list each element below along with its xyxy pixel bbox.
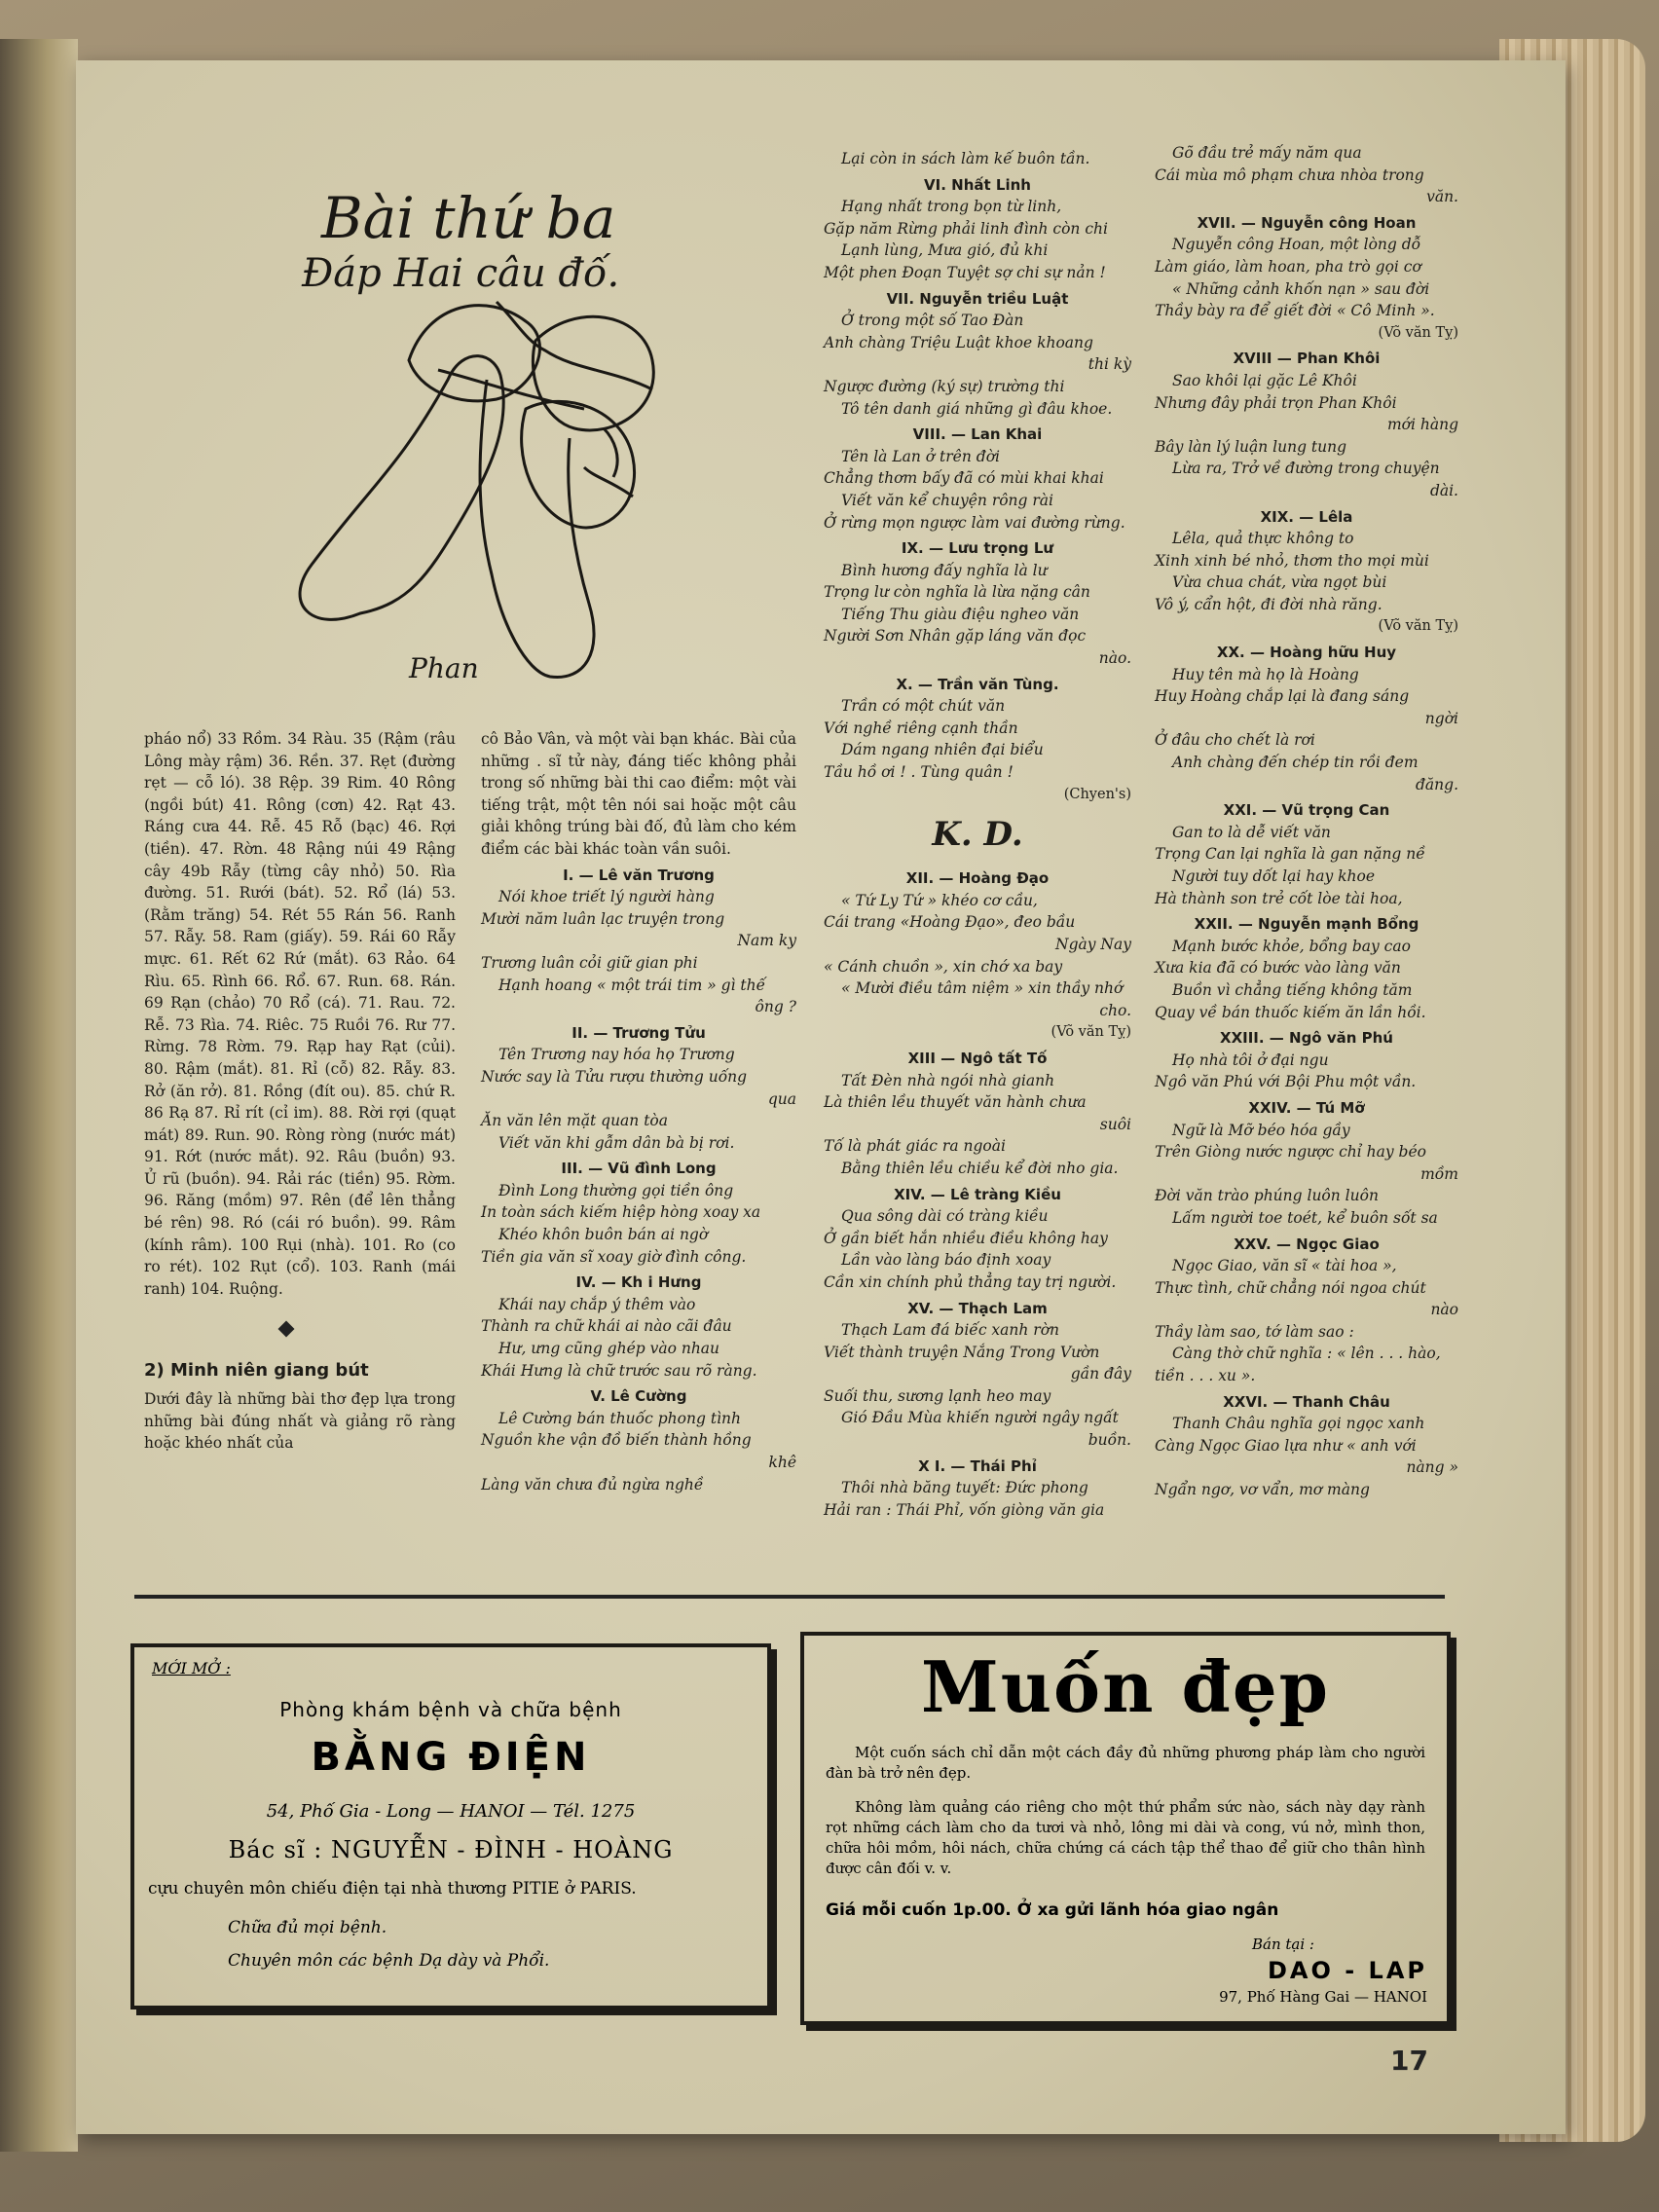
poem-heading: XXI. — Vũ trọng Can — [1223, 801, 1390, 820]
section-text: Dưới đây là những bài thơ đẹp lựa trong những bài đúng nhất và giảng rõ ràng hoặc khéo nhất của — [144, 1390, 456, 1453]
poems-group — [1155, 142, 1458, 1501]
poems-group-b — [824, 867, 1131, 1521]
poem-block — [824, 1048, 1131, 1180]
poem-line: Cái mùa mô phạm chưa nhòa trong — [1155, 166, 1424, 184]
poem-heading: XII. — Hoàng Đạo — [905, 869, 1050, 888]
poem-block — [824, 174, 1131, 284]
poem-line: Vừa chua chát, vừa ngọt bùi — [1172, 573, 1387, 592]
poem-line: Nói khoe triết lý người hàng — [498, 888, 715, 906]
column-3 — [824, 148, 1131, 1521]
poem-heading: V. Lê Cường — [590, 1387, 687, 1406]
ad-seller: DAO - LAP — [1267, 1957, 1427, 1984]
ad-line-l1: Chữa đủ mọi bệnh. — [228, 1918, 387, 1937]
poem-line: Lê Cường bán thuốc phong tình — [498, 1409, 741, 1427]
poem-line: Ngô văn Phú với Bội Phu một vần. — [1155, 1073, 1417, 1091]
poem-line: Anh chàng Triệu Luật khoe khoang — [824, 333, 1093, 351]
book-spine — [0, 39, 78, 2152]
poem-heading: XXIV. — Tú Mỡ — [1248, 1098, 1365, 1117]
poem-line: Thạch Lam đá biếc xanh rờn — [841, 1321, 1060, 1340]
ad-line-l2: Chuyên môn các bệnh Dạ dày và Phổi. — [228, 1951, 550, 1971]
poem-block — [481, 1272, 796, 1382]
poem-line: Sao khôi lại gặc Lê Khôi — [1172, 371, 1357, 389]
poem-line: nào — [1430, 1301, 1458, 1319]
poem-line: Vô ý, cẩn hột, đi đời nhà răng. — [1155, 595, 1382, 613]
poem-heading: XV. — Thạch Lam — [907, 1299, 1048, 1317]
answers-list: pháo nổ) 33 Rồm. 34 Ràu. 35 (Rậm (râu Lông mày rậm) 36. Rền. 37. Rẹt (đường rẹt — cỗ ló). 38 Rệp. 39 Rim. 40 Rông (ngồi bút) 41. Rông (cơn) 42. Rạt 43. Ráng cưa 44. Rễ. 45 Rỗ (bạc) 46. Rợi (tiền). 47. Rờn. 48 Rậng núi 49 Rậng cây 49b Rẫy (từng cây nhỏ) 50. Rìa đường. 51. Rưới (bát). 52. Rổ (lá) 53. (Rằm trăng) 54. Rét 55 Rán 56. Ranh 57. Rẫy. 58. Ram (giấy). 59. Rái 60 Rẫy mực. 61. Rết 62 Rứ (mắt). 63 Rảo. 64 Rìu. 65. Rình 66. Rổ. 67. Run. 68. Rán. 69 Rạn (chảo) 70 Rổ (cá). 71. Rau. 72. Rễ. 73 Rìa. 74. Riêc. 75 Ruồi 76. Rư 77. Rừng. 78 Rờm. 79. Rạp hay Rạt (củi). 80. Rậm (mắt). 81. Rỉ (cỗ) 82. Rẫy. 83. Rở (ăn rở). 81. Rồng (đít ou). 85. chứ R. 86 Rạ 87. Rỉ rít (cỉ im). 88. Rời rợi (quạt mát) 89. Run. 90. Ròng ròng (nước mát) 91. Rớt (nước mắt). 92. Râu (buồn) 93. Ủ rũ (buồn). 94. Rải rác (tiền) 95. Rờm. 96. Răng (mồm) 97. Rên (để lên thẳng bé rên) 98. Ró (cái ró buồn). 99. Râm (kính râm). 100 Rụi (nhà). 101. Ro (co ro rét). 102 Rụt (cổ). 103. Ranh (mái ranh) 104. Ruộng. — [144, 730, 456, 1298]
poem-line: Ngẩn ngơ, vơ vẩn, mơ màng — [1155, 1481, 1370, 1499]
poem-line: Huy tên mà họ là Hoàng — [1172, 665, 1359, 683]
poem-line: Lần vào làng báo định xoay — [841, 1251, 1051, 1270]
poem-block — [824, 424, 1131, 534]
poem-line: dài. — [1429, 481, 1458, 499]
poem-line: Người Sơn Nhân gặp láng văn đọc — [824, 627, 1087, 645]
poem-block — [1155, 1234, 1458, 1387]
poem-block — [1155, 913, 1458, 1023]
ad-muon-dep — [800, 1632, 1451, 2025]
poem-heading: XIX. — Lêla — [1260, 507, 1353, 526]
poem-line: Cái trang «Hoàng Đạo», đeo bầu — [824, 913, 1076, 932]
poem-line: Trọng Can lại nghĩa là gan nặng nề — [1155, 845, 1425, 864]
poem-line: « Tứ Ly Tứ » khéo cơ cầu, — [841, 891, 1038, 909]
poem-line: Dám ngang nhiên đại biểu — [841, 741, 1044, 759]
ad-address: 54, Phố Gia - Long — HANOI — Tél. 1275 — [266, 1801, 636, 1822]
poem-line: Tô tên danh giá những gì đâu khoe. — [841, 399, 1113, 418]
poem-heading: XIII — Ngô tất Tố — [907, 1049, 1048, 1067]
poem-block — [481, 1385, 796, 1495]
poem-line: nàng » — [1406, 1458, 1458, 1477]
poem-line: mới hàng — [1386, 416, 1458, 434]
kd-signature: K. D. — [932, 815, 1023, 855]
poem-line: Buồn vì chẳng tiếng không tăm — [1172, 980, 1413, 999]
poem-line: Bình hương đấy nghĩa là lư — [841, 561, 1048, 579]
poem-block — [1155, 642, 1458, 795]
poem-heading: XVII. — Nguyễn công Hoan — [1197, 213, 1417, 232]
ad-title: Muốn đẹp — [921, 1645, 1330, 1728]
poem-line: Nguồn khe vận đồ biến thành hồng — [481, 1431, 752, 1450]
poem-line: ngời — [1424, 709, 1458, 727]
poem-block — [824, 288, 1131, 421]
ad-line1: Phòng khám bệnh và chữa bệnh — [279, 1698, 622, 1721]
poem-line: Đời văn trào phúng luôn luôn — [1155, 1187, 1379, 1205]
poem-line: Huy Hoàng chắp lại là đang sáng — [1155, 687, 1410, 706]
poem-block — [481, 865, 796, 1018]
poem-heading: X. — Trần văn Tùng. — [896, 675, 1059, 693]
poem-line: Gặp năm Rừng phải linh đình còn chi — [824, 219, 1108, 238]
poem-line: Trên Giòng nước ngược chỉ hay béo — [1155, 1143, 1426, 1161]
poem-line: Suối thu, sương lạnh heo may — [824, 1386, 1051, 1405]
horizontal-rule — [134, 1595, 1445, 1599]
poem-block — [824, 1184, 1131, 1294]
poem-attribution: (Võ văn Tỵ) — [1378, 618, 1458, 635]
illustration-signature: Phan — [409, 652, 479, 684]
poem-line: Là thiên lều thuyết văn hành chưa — [824, 1093, 1087, 1112]
poem-line: Lại còn in sách làm kế buôn tần. — [841, 150, 1090, 167]
poem-line: In toàn sách kiếm hiệp hòng xoay xa — [481, 1203, 761, 1222]
poem-line: Cần xin chính phủ thẳng tay trị người. — [824, 1272, 1117, 1291]
ad-paragraph-2: Không làm quảng cáo riêng cho một thứ phẩm sức nào, sách này dạy rành rọt những cách làm cho da tươi và nhỏ, lông mi dài và cong, vú nở, mình thon, chữa hôi mồm, hôi nách, chữa chứng cá cách tập thể thao để giữ cho thân hình được cân đối v. v. — [826, 1798, 1425, 1877]
squash-drawing — [292, 146, 711, 711]
poem-line: Khéo khôn buôn bán ai ngờ — [498, 1226, 709, 1244]
illustration — [292, 146, 711, 711]
poem-line: Hà thành son trẻ cốt lòe tài hoa, — [1155, 889, 1403, 907]
poem-line: Tên là Lan ở trên đời — [841, 447, 1000, 465]
page-number: 17 — [1390, 2045, 1428, 2077]
poem-heading: IX. — Lưu trọng Lư — [901, 539, 1054, 558]
poem-line: Ngược đường (ký sự) trường thi — [824, 377, 1065, 395]
poem-line: Tất Đèn nhà ngói nhà gianh — [841, 1071, 1055, 1089]
poem-line: Hải ran : Thái Phỉ, vốn giòng văn gia — [824, 1500, 1105, 1519]
poem-line: Làm giáo, làm hoan, pha trò gọi cơ — [1155, 257, 1421, 276]
ad-seller-address: 97, Phố Hàng Gai — HANOI — [1219, 1988, 1427, 2006]
poem-line: thi kỳ — [1088, 355, 1131, 374]
poem-line: Hạnh hoang « một trái tim » gì thế — [498, 976, 766, 994]
poem-block — [481, 1158, 796, 1268]
ad-price: Giá mỗi cuốn 1p.00. Ở xa gửi lãnh hóa giao ngân — [826, 1900, 1279, 1920]
poem-heading: III. — Vũ đình Long — [561, 1160, 717, 1178]
column-4 — [1155, 142, 1458, 1501]
poem-line: tiền . . . xu ». — [1155, 1367, 1256, 1385]
poem-line: Thanh Châu nghĩa gọi ngọc xanh — [1172, 1415, 1425, 1433]
poem-block — [1155, 348, 1458, 501]
poem-line: Ở rừng mọn ngược làm vai đường rừng. — [824, 513, 1125, 532]
poem-heading: VII. Nguyễn triều Luật — [886, 289, 1069, 308]
poem-attribution: (Chyen's) — [1063, 786, 1131, 802]
poem-line: Đình Long thường gọi tiền ông — [498, 1181, 734, 1199]
poem-line: Thôi nhà băng tuyết: Đức phong — [841, 1479, 1088, 1497]
poem-heading: IV. — Kh i Hưng — [575, 1273, 702, 1292]
poem-line: cho. — [1099, 1001, 1131, 1019]
ad-paragraph-1: Một cuốn sách chỉ dẫn một cách đầy đủ những phương pháp làm cho người đàn bà trở nên đẹp. — [826, 1744, 1425, 1782]
poem-line: suôi — [1099, 1115, 1131, 1133]
poem-line: Thực tình, chữ chẳng nói ngoa chút — [1155, 1278, 1426, 1297]
poem-block — [824, 1298, 1131, 1452]
poem-heading: XXII. — Nguyễn mạnh Bổng — [1194, 915, 1419, 934]
poem-line: Ngữ là Mỡ béo hóa gầy — [1172, 1121, 1350, 1139]
poem-heading: I. — Lê văn Trương — [563, 866, 715, 884]
column-2 — [481, 728, 796, 1495]
poems-group-a — [824, 148, 1131, 805]
poem-line: Trọng lư còn nghĩa là lừa nặng cân — [824, 583, 1090, 602]
poem-heading: XXV. — Ngọc Giao — [1234, 1235, 1380, 1253]
poem-block — [1155, 1027, 1458, 1093]
poem-block — [1155, 506, 1458, 639]
poem-line: Thầy làm sao, tớ làm sao : — [1155, 1322, 1354, 1341]
poem-line: Hạng nhất trong bọn từ linh, — [841, 198, 1062, 216]
column-1 — [144, 728, 456, 1455]
poem-line: Qua sông dài có tràng kiều — [841, 1207, 1049, 1226]
poem-line: ông ? — [755, 998, 796, 1016]
poem-line: nào. — [1098, 649, 1131, 668]
poem-line: Nam ky — [737, 932, 796, 950]
poem-line: Lừa ra, Trở về đường trong chuyện — [1172, 460, 1440, 478]
ad-sold-at: Bán tại : — [1252, 1936, 1314, 1953]
poem-line: Gan to là dễ viết văn — [1172, 823, 1331, 841]
poem-line: Một phen Đoạn Tuyệt sợ chi sự nản ! — [824, 263, 1106, 281]
poem-block — [824, 867, 1131, 1044]
poem-line: Càng Ngọc Giao lựa như « anh với — [1155, 1436, 1417, 1455]
poem-line: Với nghề riêng cạnh thần — [824, 719, 1018, 737]
poem-line: « Cánh chuồn », xin chớ xa bay — [824, 957, 1063, 976]
poem-line: Ngày Nay — [1055, 936, 1131, 953]
poem-line: Gõ đầu trẻ mấy năm qua — [1172, 144, 1362, 162]
poem-line: Xưa kia đã có bước vào làng văn — [1155, 959, 1401, 977]
section-title: 2) Minh niên giang bút — [144, 1360, 369, 1382]
ad-brand: BẰNG ĐIỆN — [311, 1735, 591, 1780]
poem-heading: VI. Nhất Linh — [924, 175, 1031, 194]
poem-block — [1155, 142, 1458, 208]
poem-line: Xinh xinh bé nhỏ, thơm tho mọi mùi — [1155, 551, 1429, 570]
poem-line: Nước say là Tửu rượu thường uống — [481, 1067, 748, 1086]
poem-line: Trương luân cỏi giữ gian phi — [481, 953, 698, 972]
poem-line: Quay về bán thuốc kiếm ăn lần hồi. — [1155, 1003, 1426, 1021]
poem-line: Hư, ưng cũng ghép vào nhau — [498, 1340, 720, 1358]
poem-line: Viết thành truyện Nắng Trong Vườn — [824, 1343, 1100, 1361]
poem-block — [1155, 1097, 1458, 1230]
poems-group — [481, 865, 796, 1496]
poem-heading: VIII. — Lan Khai — [912, 425, 1043, 444]
poem-line: gần đây — [1070, 1365, 1131, 1383]
poem-line: Ở trong một số Tao Đàn — [841, 312, 1024, 330]
poem-line: Viết văn khi gẫm dân bà bị rơi. — [498, 1133, 735, 1152]
poem-line: Thành ra chữ khái ai nào cãi đâu — [481, 1317, 732, 1336]
ad-bang-dien — [130, 1643, 771, 2009]
poem-line: Thầy bày ra để giết đời « Cô Minh ». — [1155, 302, 1435, 320]
poem-block — [824, 1456, 1131, 1522]
poem-line: Ăn văn lên mặt quan tòa — [481, 1112, 669, 1130]
poem-line: Họ nhà tôi ở đại ngu — [1172, 1051, 1329, 1069]
poem-block — [1155, 799, 1458, 909]
poem-line: Người tuy dốt lại hay khoe — [1172, 867, 1376, 885]
poem-block — [824, 148, 1131, 170]
poem-line: Tố là phát giác ra ngoài — [824, 1137, 1006, 1156]
poem-heading: XXVI. — Thanh Châu — [1223, 1392, 1390, 1411]
poem-block — [824, 537, 1131, 670]
poem-line: Lêla, quả thực không to — [1172, 530, 1354, 548]
illustration-title-line1: Bài thứ ba — [321, 185, 616, 251]
poem-line: khê — [768, 1454, 796, 1471]
poem-line: Ở đâu cho chết là rơi — [1155, 731, 1315, 750]
poem-line: Lấm người toe toét, kể buôn sốt sa — [1172, 1208, 1438, 1227]
ornament-diamond — [278, 1321, 295, 1338]
poem-line: Tiền gia văn sĩ xoay giờ đình công. — [481, 1247, 747, 1266]
poem-line: Viết văn kể chuyện rông rài — [841, 491, 1053, 509]
poem-block — [824, 674, 1131, 806]
poem-line: Mười năm luân lạc truyện trong — [481, 909, 725, 928]
poem-heading: II. — Trương Tửu — [571, 1023, 706, 1042]
poem-line: Càng thờ chữ nghĩa : « lên . . . hào, — [1172, 1345, 1441, 1363]
poem-line: Bằng thiên lều chiều kể đời nho gia. — [841, 1159, 1119, 1177]
poem-heading: XX. — Hoàng hữu Huy — [1216, 644, 1397, 662]
poem-heading: X I. — Thái Phỉ — [918, 1456, 1037, 1475]
poem-line: Làng văn chưa đủ ngừa nghề — [481, 1475, 704, 1493]
illustration-title-line2: Đáp Hai câu đố. — [302, 251, 620, 296]
poem-line: Lạnh lùng, Mưa gió, đủ khi — [841, 241, 1049, 260]
poem-block — [481, 1022, 796, 1155]
poem-line: Nhưng đây phải trọn Phan Khôi — [1155, 393, 1397, 412]
ad-specialty: cựu chuyên môn chiếu điện tại nhà thương PITIE ở PARIS. — [148, 1879, 637, 1899]
poem-heading: XIV. — Lê tràng Kiều — [894, 1185, 1061, 1203]
poem-block — [1155, 1391, 1458, 1501]
poem-line: Mạnh bước khỏe, bổng bay cao — [1172, 937, 1411, 955]
poem-line: Ở gần biết hắn nhiều điều không hay — [824, 1229, 1108, 1247]
poem-line: « Những cảnh khốn nạn » sau đời — [1172, 279, 1430, 298]
intro-text: cô Bảo Vân, và một vài bạn khác. Bài của những . sĩ tử này, đáng tiếc không phải trong số những bài thi cao điểm: một vài tiếng trật, một tên nói sai hoặc một câu giải không trúng bài đố, đủ làm cho kém điểm các bài khác toàn vần suôi. — [481, 730, 796, 858]
poem-line: Tên Trương nay hóa họ Trương — [498, 1046, 735, 1064]
poem-line: Anh chàng đến chép tin rồi đem — [1172, 754, 1419, 772]
poem-line: buồn. — [1088, 1431, 1131, 1450]
poem-heading: XVIII — Phan Khôi — [1233, 350, 1381, 368]
poem-line: Trần có một chút văn — [841, 697, 1006, 716]
poem-line: Tầu hồ ơi ! . Tùng quân ! — [824, 763, 1014, 782]
poem-line: Bây làn lý luận lung tung — [1155, 437, 1347, 456]
poem-heading: XXIII. — Ngô văn Phú — [1220, 1029, 1393, 1048]
poem-line: qua — [767, 1089, 796, 1108]
ad-doctor: Bác sĩ : NGUYỄN - ĐÌNH - HOÀNG — [228, 1836, 674, 1863]
poem-line: « Mười điều tâm niệm » xin thầy nhớ — [841, 979, 1124, 998]
poem-line: Nguyễn công Hoan, một lòng dỗ — [1172, 236, 1421, 254]
poem-line: Ngọc Giao, văn sĩ « tài hoa », — [1172, 1257, 1397, 1275]
poem-line: Tiếng Thu giàu điệu ngheo văn — [841, 605, 1080, 623]
poem-line: Chẳng thơm bấy đã có mùi khai khai — [824, 469, 1104, 488]
ad-tag: MỚI MỞ : — [152, 1659, 231, 1677]
poem-attribution: (Võ văn Tỵ) — [1378, 324, 1458, 341]
poem-line: Gió Đầu Mùa khiến người ngây ngất — [841, 1409, 1119, 1427]
poem-line: văn. — [1426, 188, 1458, 206]
poem-attribution: (Võ văn Tỵ) — [1051, 1024, 1131, 1041]
poem-line: Khái nay chắp ý thêm vào — [498, 1295, 696, 1313]
poem-block — [1155, 212, 1458, 345]
poem-line: Khái Hưng là chữ trước sau rõ ràng. — [481, 1361, 757, 1380]
poem-line: đăng. — [1416, 775, 1458, 793]
poem-line: mồm — [1420, 1164, 1458, 1183]
